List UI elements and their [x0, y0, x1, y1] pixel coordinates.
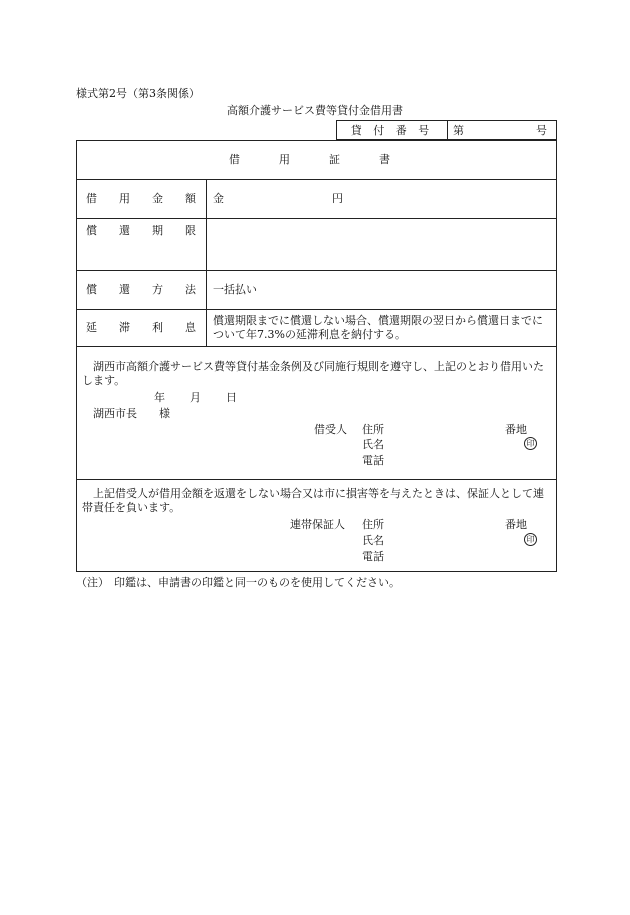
row-divider: [76, 479, 557, 480]
note-marker: （注）: [76, 576, 109, 589]
late-interest-value: 償還期限までに償還しない場合、償還期限の翌日から償還日までについて年7.3%の延滞利息を納付する。: [213, 314, 543, 341]
loan-number-divider: [447, 120, 448, 140]
loan-number-prefix: 第: [453, 124, 464, 137]
certificate-heading: 借 用 証 書: [229, 153, 404, 166]
borrower-seal-icon: 印: [524, 437, 537, 450]
row-label-repayment-method: 償 還 方 法: [86, 283, 196, 296]
form-number: 様式第2号（第3条関係）: [76, 87, 200, 100]
note-text: 印鑑は、申請書の印鑑と同一のものを使用してください。: [114, 576, 400, 589]
row-divider: [76, 218, 557, 219]
loan-amount-prefix: 金: [213, 192, 224, 205]
row-label-late-interest: 延 滞 利 息: [86, 321, 196, 334]
date-day: 日: [226, 391, 237, 404]
guarantor-seal-icon: 印: [524, 533, 537, 546]
row-divider: [76, 270, 557, 271]
borrower-phone-label: 電話: [362, 454, 384, 467]
loan-number-label: 貸 付 番 号: [350, 124, 434, 137]
loan-number-suffix: 号: [536, 124, 547, 137]
borrower-name-label: 氏名: [362, 438, 384, 451]
declaration-text: 湖西市高額介護サービス費等貸付基金条例及び同施行規則を遵守し、上記のとおり借用いたします。: [82, 360, 544, 387]
guarantor-phone-label: 電話: [362, 550, 384, 563]
guarantor-address-label: 住所: [362, 518, 384, 531]
date-month: 月: [190, 391, 201, 404]
row-label-repayment-deadline: 償 還 期 限: [86, 224, 196, 237]
row-divider: [76, 179, 557, 180]
row-label-loan-amount: 借 用 金 額: [86, 192, 196, 205]
guarantor-address-suffix: 番地: [505, 518, 527, 531]
row-divider: [76, 309, 557, 310]
row-divider: [76, 346, 557, 347]
borrower-address-suffix: 番地: [505, 423, 527, 436]
guarantor-text: 上記借受人が借用金額を返還をしない場合又は市に損害等を与えたときは、保証人として連帯責任を負います。: [82, 487, 544, 514]
label-column-divider: [206, 179, 207, 346]
borrower-address-label: 住所: [362, 423, 384, 436]
borrower-label: 借受人: [314, 423, 347, 436]
addressee: 湖西市長 様: [93, 407, 170, 420]
date-year: 年: [154, 391, 165, 404]
guarantor-label: 連帯保証人: [290, 518, 345, 531]
guarantor-name-label: 氏名: [362, 534, 384, 547]
repayment-method-value: 一括払い: [213, 283, 257, 296]
form-title: 高額介護サービス費等貸付金借用書: [227, 104, 403, 117]
loan-amount-suffix: 円: [332, 192, 343, 205]
